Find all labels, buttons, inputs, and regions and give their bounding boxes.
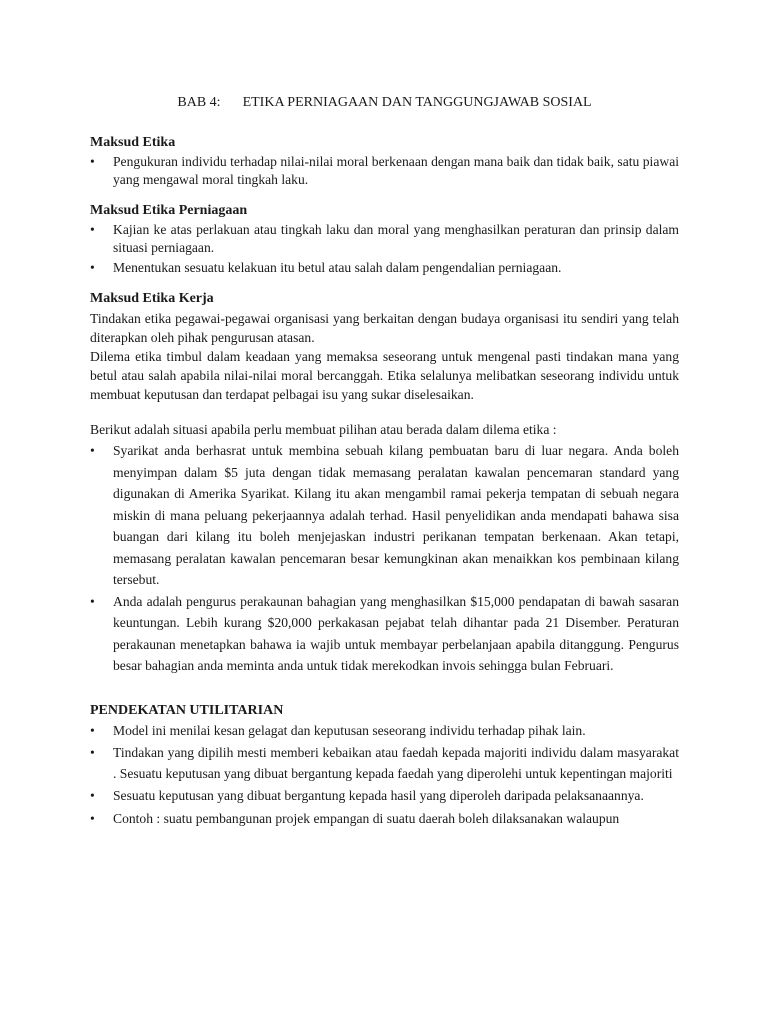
chapter-title-text: ETIKA PERNIAGAAN DAN TANGGUNGJAWAB SOSIAL — [242, 95, 592, 110]
spacer — [90, 677, 679, 701]
list-item-text: Syarikat anda berhasrat untuk membina sebuah kilang pembuatan baru di luar negara. Anda boleh menyimpan dalam $5 juta dengan tidak memasang peralatan kawalan pencemaran standard yang digunakan di Amerika Syarikat. Kilang itu akan mengambil ramai pekerja tempatan di sebuah negara miskin di mana peluang pekerjaannya adalah terhad. Hasil penyelidikan anda mendapati bahawa sisa buangan dari kilang itu boleh menjejaskan industri perikanan tempatan berkenaan. Akan tetapi, memasang peralatan kawalan pencemaran besar kemungkinan akan menaikkan kos pembinaan kilang tersebut. — [113, 443, 679, 587]
section-heading: Maksud Etika Perniagaan — [90, 203, 248, 218]
list-item — [90, 721, 679, 742]
list-item — [90, 259, 679, 277]
list-item — [90, 221, 679, 257]
section-pendekatan-utilitarian — [90, 701, 679, 830]
bullet-icon: • — [90, 222, 95, 237]
section-heading: PENDEKATAN UTILITARIAN — [90, 702, 284, 718]
bullet-icon: • — [90, 260, 95, 275]
chapter-number: BAB 4: — [177, 95, 221, 110]
chapter-title — [90, 93, 679, 113]
bullet-list — [90, 440, 679, 677]
section-situasi-dilema — [90, 420, 679, 677]
section-heading: Maksud Etika — [90, 135, 176, 150]
bullet-list — [90, 153, 679, 189]
list-item-text: Anda adalah pengurus perakaunan bahagian yang menghasilkan $15,000 pendapatan di bawah sasaran keuntungan. Lebih kurang $20,000 perkakasan pejabat telah dihantar pada 21 Disember. Peraturan perakaunan menetapkan bahawa ia wajib untuk membayar perbelanjaan apabila ditanggung. Pengurus besar bahagian anda meminta anda untuk tidak merekodkan invois sehingga bulan Februari. — [113, 593, 679, 673]
bullet-icon: • — [90, 154, 95, 169]
bullet-list — [90, 721, 679, 830]
paragraph: Berikut adalah situasi apabila perlu membuat pilihan atau berada dalam dilema etika : — [90, 422, 557, 437]
list-item — [90, 591, 679, 677]
section-heading: Maksud Etika Kerja — [90, 291, 214, 306]
bullet-icon: • — [90, 810, 95, 826]
list-item-text: Pengukuran individu terhadap nilai-nilai moral berkenaan dengan mana baik dan tidak baik, satu piawai yang mengawal moral tingkah laku. — [113, 154, 679, 187]
list-item-text: Kajian ke atas perlakuan atau tingkah laku dan moral yang menghasilkan peraturan dan prinsip dalam situasi perniagaan. — [113, 222, 679, 255]
list-item-text: Tindakan yang dipilih mesti memberi kebaikan atau faedah kepada majoriti individu dalam masyarakat . Sesuatu keputusan yang dibuat bergantung kepada faedah yang diperolehi untuk kepentingan majoriti — [113, 745, 679, 781]
list-item — [90, 809, 679, 830]
list-item-text: Menentukan sesuatu kelakuan itu betul atau salah dalam pengendalian perniagaan. — [113, 260, 562, 275]
list-item — [90, 786, 679, 807]
section-maksud-etika-kerja — [90, 289, 679, 404]
list-item-text: Model ini menilai kesan gelagat dan keputusan seseorang individu terhadap pihak lain. — [113, 722, 586, 738]
section-maksud-etika — [90, 133, 679, 189]
list-item-text: Sesuatu keputusan yang dibuat bergantung kepada hasil yang diperoleh daripada pelaksanaannya. — [113, 788, 644, 803]
bullet-icon: • — [90, 722, 95, 738]
bullet-icon: • — [90, 788, 95, 803]
paragraph: Dilema etika timbul dalam keadaan yang memaksa seseorang untuk mengenal pasti tindakan mana yang betul atau salah apabila nilai-nilai moral bercanggah. Etika selalunya melibatkan seseorang individu untuk membuat keputusan dan terdapat pelbagai isu yang sukar diselesaikan. — [90, 349, 679, 402]
list-item-text: Contoh : suatu pembangunan projek empangan di suatu daerah boleh dilaksanakan walaupun — [113, 810, 620, 826]
bullet-icon: • — [90, 593, 95, 609]
list-item — [90, 743, 679, 784]
bullet-list — [90, 221, 679, 277]
bullet-icon: • — [90, 745, 95, 760]
bullet-icon: • — [90, 443, 95, 458]
spacer — [90, 404, 679, 420]
list-item — [90, 153, 679, 189]
section-maksud-etika-perniagaan — [90, 201, 679, 277]
list-item — [90, 440, 679, 591]
paragraph: Tindakan etika pegawai-pegawai organisasi yang berkaitan dengan budaya organisasi itu sendiri yang telah diterapkan oleh pihak pengurusan atasan. — [90, 311, 679, 345]
